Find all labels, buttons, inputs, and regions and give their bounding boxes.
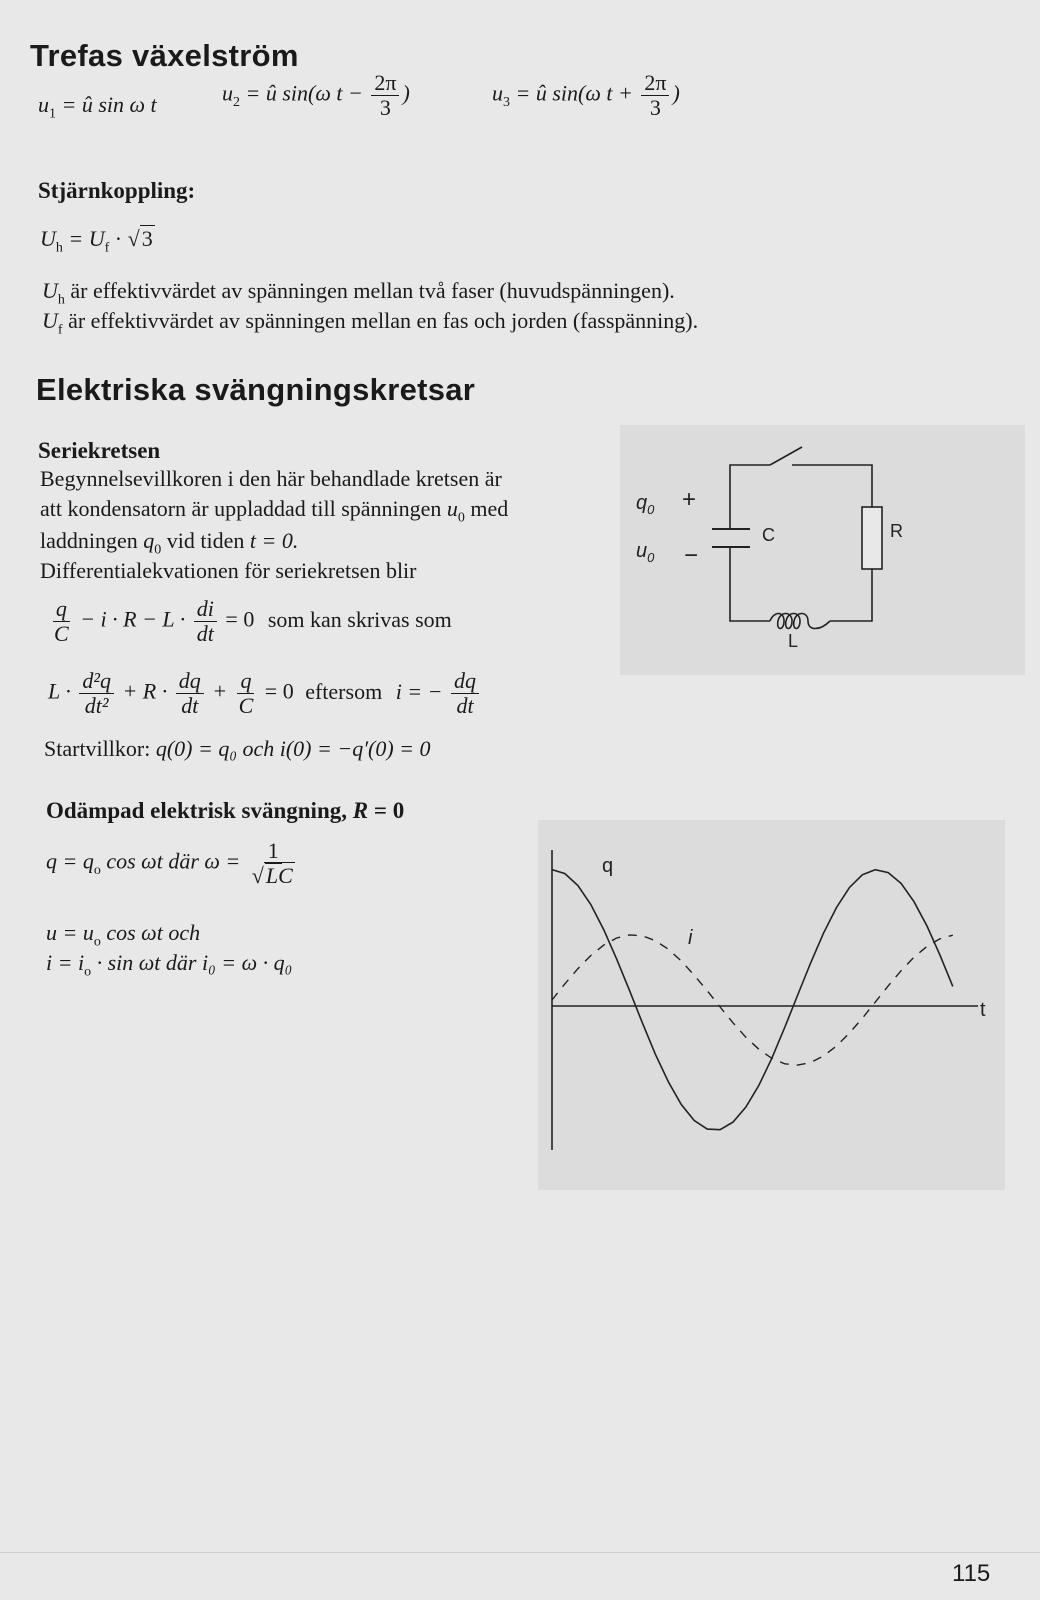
switch-blade [770, 447, 802, 465]
paragraph-line-4: Differentialekvationen för seriekretsen blir [40, 558, 417, 583]
paragraph-line-1: Begynnelsevillkoren i den här behandlade kretsen är [40, 466, 502, 491]
equation-i-sin: $i = i_o \cdot \sin \omega t$ där i₀ = ω · q₀ [46, 950, 293, 980]
paragraph-line-2: att kondensatorn är uppladdad till spänningen $u_0$ med [40, 496, 509, 526]
subtitle-star: Stjärnkoppling: [38, 178, 196, 203]
circuit-minus: − [684, 542, 699, 569]
equation-u-cos: $u = u_o$ cos ωt och [46, 920, 201, 950]
circuit-diagram-panel [620, 425, 1025, 675]
equation-q-cos: $q = q_o$ cos ωt där ω = $\frac{1}{√LC}$ [46, 838, 293, 888]
svg-text:u0: $u_0$ [636, 540, 655, 565]
series-q-line [552, 870, 953, 1130]
equation-star: $U_h = U_f \cdot √3$ [40, 226, 153, 256]
circuit-label-R: R [890, 521, 903, 541]
x-axis-label: t [980, 999, 986, 1021]
series-i-label: i [688, 927, 693, 949]
wire-cap-bottom [730, 547, 770, 621]
circuit-label-L: L [788, 631, 799, 651]
oscillation-chart-panel [538, 820, 1005, 1190]
equation-u2: $u_2$ = û sin(ω t − $\frac{2\pi}{3}$ ) [222, 70, 410, 120]
wire-top-left [730, 465, 770, 520]
circuit-label-C: C [762, 525, 775, 545]
oscillation-chart [538, 820, 1005, 1190]
svg-text:q0: $q_0$ [636, 492, 655, 517]
uh-description: $U_h$ är effektivvärdet av spänningen mellan två faser (huvudspänningen). [42, 278, 675, 308]
section-title-circuits: Elektriska svängningskretsar [36, 372, 476, 407]
circuit-label-q: q [636, 492, 648, 514]
circuit-diagram [620, 425, 1025, 675]
series-i-line [552, 935, 953, 1065]
resistor [862, 507, 882, 569]
page-number: 115 [952, 1560, 991, 1587]
circuit-plus: + [682, 486, 697, 513]
section-title-trefas: Trefas växelström [30, 38, 299, 73]
start-conditions: Startvillkor: q(0) = q₀ och i(0) = −q′(0) = 0 [44, 736, 431, 761]
wire-right-bottom [830, 569, 872, 621]
equation-u1: $u_1$ = û sin ω t [38, 92, 157, 122]
wire-top-right [792, 465, 872, 507]
equation-kvl: $\frac{q}{C}$ − i · R − L · $\frac{di}{dt}$ = 0 som kan skrivas som [54, 596, 452, 646]
series-q-label: q [602, 855, 614, 877]
paragraph-line-3: laddningen $q_0$ vid tiden t = 0. [40, 528, 299, 558]
uf-description: $U_f$ är effektivvärdet av spänningen mellan en fas och jorden (fasspänning). [42, 308, 699, 338]
footer-rule [0, 1552, 1040, 1553]
equation-u3: $u_3$ = û sin(ω t + $\frac{2\pi}{3}$ ) [492, 70, 680, 120]
circuit-label-u: u [636, 540, 648, 562]
equation-differential: L · $\frac{\text{d²q}}{\text{dt²}}$ + R · $\frac{dq}{dt}$ + $\frac{q}{C}$ = 0 eftersom i = − $\frac{dq}{dt}$ [48, 670, 482, 717]
inductor [770, 614, 830, 629]
subtitle-undamped: Odämpad elektrisk svängning, R = 0 [46, 798, 405, 823]
subtitle-series: Seriekretsen [38, 438, 161, 463]
